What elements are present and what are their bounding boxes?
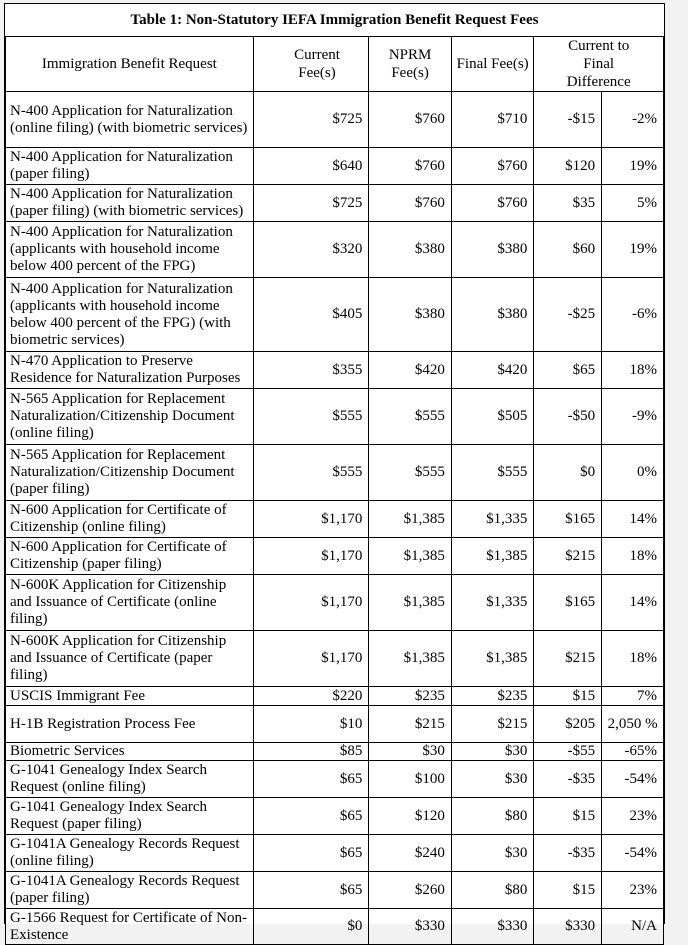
table-row: [6, 278, 664, 352]
cell-current-fee: $640: [253, 148, 369, 185]
cell-request: N-400 Application for Naturalization (applicants with household income below 400 percent of the FPG) (with biometric services): [6, 278, 254, 352]
cell-final-fee: $380: [451, 278, 534, 352]
table-row: [6, 148, 664, 185]
cell-request: N-565 Application for Replacement Naturalization/Citizenship Document (paper filing): [6, 445, 254, 501]
cell-final-fee: $30: [451, 761, 534, 798]
table-row: [6, 631, 664, 687]
table-row: [6, 389, 664, 445]
cell-current-fee: $355: [253, 352, 369, 389]
fees-table: [5, 36, 664, 945]
table-row: [6, 761, 664, 798]
cell-final-fee: $505: [451, 389, 534, 445]
cell-difference: $330: [534, 909, 602, 945]
cell-current-fee: $1,170: [253, 501, 369, 538]
cell-percent-change: 7%: [602, 687, 664, 706]
cell-final-fee: $420: [451, 352, 534, 389]
header-nprm: NPRM Fee(s): [369, 37, 452, 92]
cell-difference: $60: [534, 222, 602, 278]
cell-current-fee: $65: [253, 872, 369, 909]
table-row: [6, 185, 664, 222]
table-row: [6, 575, 664, 631]
table-frame: [4, 3, 665, 943]
cell-nprm-fee: $760: [369, 92, 452, 148]
cell-percent-change: 0%: [602, 445, 664, 501]
cell-final-fee: $380: [451, 222, 534, 278]
cell-final-fee: $235: [451, 687, 534, 706]
cell-percent-change: 18%: [602, 631, 664, 687]
cell-percent-change: -6%: [602, 278, 664, 352]
cell-difference: $15: [534, 872, 602, 909]
cell-request: H-1B Registration Process Fee: [6, 706, 254, 743]
cell-request: N-600K Application for Citizenship and Issuance of Certificate (paper filing): [6, 631, 254, 687]
cell-percent-change: 23%: [602, 872, 664, 909]
cell-nprm-fee: $760: [369, 148, 452, 185]
cell-difference: $215: [534, 631, 602, 687]
table-row: [6, 501, 664, 538]
cell-request: N-600 Application for Certificate of Citizenship (paper filing): [6, 538, 254, 575]
cell-current-fee: $65: [253, 835, 369, 872]
cell-request: N-600 Application for Certificate of Citizenship (online filing): [6, 501, 254, 538]
cell-final-fee: $760: [451, 185, 534, 222]
cell-difference: $15: [534, 798, 602, 835]
header-final: Final Fee(s): [451, 37, 534, 92]
cell-percent-change: 18%: [602, 538, 664, 575]
cell-final-fee: $710: [451, 92, 534, 148]
cell-current-fee: $1,170: [253, 631, 369, 687]
cell-nprm-fee: $330: [369, 909, 452, 945]
cell-final-fee: $1,385: [451, 538, 534, 575]
cell-request: G-1041 Genealogy Index Search Request (paper filing): [6, 798, 254, 835]
cell-difference: -$25: [534, 278, 602, 352]
cell-nprm-fee: $215: [369, 706, 452, 743]
cell-request: G-1566 Request for Certificate of Non-Existence: [6, 909, 254, 945]
cell-difference: -$35: [534, 835, 602, 872]
cell-difference: $120: [534, 148, 602, 185]
cell-percent-change: 5%: [602, 185, 664, 222]
cell-request: N-565 Application for Replacement Naturalization/Citizenship Document (online filing): [6, 389, 254, 445]
cell-nprm-fee: $555: [369, 445, 452, 501]
cell-percent-change: 2,050 %: [602, 706, 664, 743]
cell-difference: $215: [534, 538, 602, 575]
table-row: [6, 687, 664, 706]
cell-nprm-fee: $555: [369, 389, 452, 445]
cell-final-fee: $1,385: [451, 631, 534, 687]
cell-percent-change: -65%: [602, 743, 664, 761]
cell-current-fee: $0: [253, 909, 369, 945]
table-row: [6, 909, 664, 945]
cell-request: Biometric Services: [6, 743, 254, 761]
cell-difference: -$55: [534, 743, 602, 761]
cell-difference: $165: [534, 575, 602, 631]
header-row: [6, 37, 664, 92]
table-caption: Table 1: Non-Statutory IEFA Immigration Benefit Request Fees: [130, 11, 539, 28]
cell-request: N-400 Application for Naturalization (paper filing) (with biometric services): [6, 185, 254, 222]
cell-current-fee: $85: [253, 743, 369, 761]
cell-nprm-fee: $235: [369, 687, 452, 706]
cell-difference: $165: [534, 501, 602, 538]
cell-difference: -$15: [534, 92, 602, 148]
cell-percent-change: -2%: [602, 92, 664, 148]
cell-percent-change: 19%: [602, 222, 664, 278]
cell-final-fee: $80: [451, 798, 534, 835]
cell-current-fee: $320: [253, 222, 369, 278]
cell-request: N-470 Application to Preserve Residence for Naturalization Purposes: [6, 352, 254, 389]
cell-final-fee: $555: [451, 445, 534, 501]
cell-final-fee: $30: [451, 743, 534, 761]
cell-final-fee: $1,335: [451, 575, 534, 631]
cell-current-fee: $405: [253, 278, 369, 352]
cell-current-fee: $555: [253, 445, 369, 501]
table-row: [6, 92, 664, 148]
cell-nprm-fee: $380: [369, 278, 452, 352]
cell-percent-change: -54%: [602, 835, 664, 872]
table-body: [6, 92, 664, 945]
table-row: [6, 743, 664, 761]
cell-request: G-1041 Genealogy Index Search Request (online filing): [6, 761, 254, 798]
cell-nprm-fee: $120: [369, 798, 452, 835]
cell-current-fee: $10: [253, 706, 369, 743]
cell-difference: $35: [534, 185, 602, 222]
header-request: Immigration Benefit Request: [6, 37, 254, 92]
cell-nprm-fee: $420: [369, 352, 452, 389]
cell-percent-change: -54%: [602, 761, 664, 798]
table-row: [6, 872, 664, 909]
cell-current-fee: $65: [253, 798, 369, 835]
cell-percent-change: 14%: [602, 501, 664, 538]
cell-current-fee: $555: [253, 389, 369, 445]
cell-final-fee: $30: [451, 835, 534, 872]
cell-current-fee: $65: [253, 761, 369, 798]
cell-difference: -$35: [534, 761, 602, 798]
cell-nprm-fee: $1,385: [369, 501, 452, 538]
table-row: [6, 706, 664, 743]
cell-percent-change: 19%: [602, 148, 664, 185]
cell-percent-change: N/A: [602, 909, 664, 945]
cell-current-fee: $220: [253, 687, 369, 706]
cell-request: G-1041A Genealogy Records Request (paper filing): [6, 872, 254, 909]
cell-nprm-fee: $760: [369, 185, 452, 222]
cell-nprm-fee: $260: [369, 872, 452, 909]
cell-final-fee: $80: [451, 872, 534, 909]
cell-difference: $205: [534, 706, 602, 743]
cell-percent-change: 14%: [602, 575, 664, 631]
header-current: Current Fee(s): [253, 37, 369, 92]
table-row: [6, 538, 664, 575]
cell-nprm-fee: $1,385: [369, 575, 452, 631]
cell-difference: -$50: [534, 389, 602, 445]
cell-final-fee: $760: [451, 148, 534, 185]
cell-request: N-400 Application for Naturalization (paper filing): [6, 148, 254, 185]
table-row: [6, 798, 664, 835]
cell-request: USCIS Immigrant Fee: [6, 687, 254, 706]
cell-nprm-fee: $1,385: [369, 538, 452, 575]
cell-nprm-fee: $100: [369, 761, 452, 798]
table-row: [6, 445, 664, 501]
cell-nprm-fee: $240: [369, 835, 452, 872]
cell-request: N-400 Application for Naturalization (online filing) (with biometric services): [6, 92, 254, 148]
table-row: [6, 835, 664, 872]
cell-request: N-600K Application for Citizenship and Issuance of Certificate (online filing): [6, 575, 254, 631]
cell-final-fee: $215: [451, 706, 534, 743]
header-difference: Current to Final Difference: [534, 37, 664, 92]
cell-current-fee: $1,170: [253, 538, 369, 575]
cell-percent-change: -9%: [602, 389, 664, 445]
cell-current-fee: $1,170: [253, 575, 369, 631]
cell-nprm-fee: $30: [369, 743, 452, 761]
cell-request: G-1041A Genealogy Records Request (online filing): [6, 835, 254, 872]
cell-final-fee: $330: [451, 909, 534, 945]
cell-percent-change: 23%: [602, 798, 664, 835]
cell-current-fee: $725: [253, 185, 369, 222]
cell-nprm-fee: $380: [369, 222, 452, 278]
cell-difference: $65: [534, 352, 602, 389]
table-row: [6, 222, 664, 278]
cell-current-fee: $725: [253, 92, 369, 148]
table-row: [6, 352, 664, 389]
cell-request: N-400 Application for Naturalization (applicants with household income below 400 percent of the FPG): [6, 222, 254, 278]
cell-nprm-fee: $1,385: [369, 631, 452, 687]
cell-percent-change: 18%: [602, 352, 664, 389]
cell-final-fee: $1,335: [451, 501, 534, 538]
cell-difference: $0: [534, 445, 602, 501]
cell-difference: $15: [534, 687, 602, 706]
